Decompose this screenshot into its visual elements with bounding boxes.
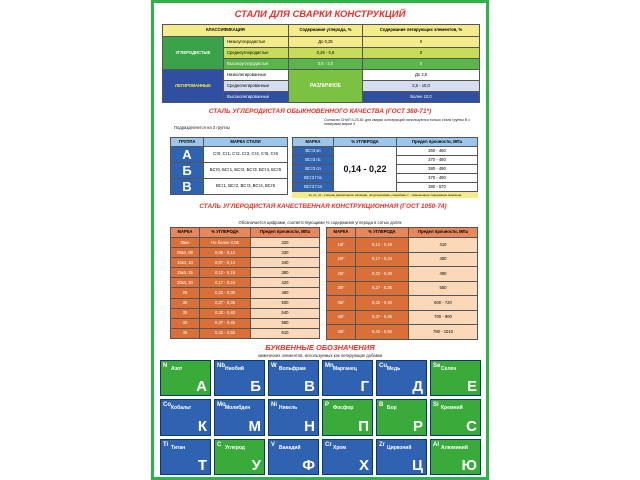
element-letter: Е (466, 378, 477, 396)
cell: 780 - 1010 (409, 325, 478, 340)
table-quality-right (326, 227, 478, 340)
element-cell (376, 399, 427, 435)
element-letter: А (196, 378, 207, 396)
element-cell (214, 360, 265, 396)
cell: 0,37 - 0,45 (356, 310, 409, 325)
element-letter: В (304, 378, 315, 396)
element-symbol: Ti (163, 441, 169, 448)
cell: 0,05 - 0,12 (200, 248, 251, 258)
cell: 0,32 - 0,40 (356, 296, 409, 311)
cell: 05кп (171, 238, 200, 248)
title-ordinary-quality: СТАЛЬ УГЛЕРОДИСТАЯ ОБЫКНОВЕННОГО КАЧЕСТВА (ГОСТ 380-71*) (208, 108, 432, 115)
table-vst3 (292, 137, 478, 192)
element-symbol: Al (433, 441, 439, 448)
cell: 08кп, 08 (171, 248, 200, 258)
element-letter: Ц (412, 456, 423, 474)
cell: ВСт3 Гпс (293, 174, 334, 183)
element-cell (322, 439, 373, 475)
cell: 370 - 480 (397, 156, 478, 165)
th-alloy: Содержание легирующих элементов, % (363, 25, 480, 37)
cell: 0,07 - 0,14 (200, 258, 251, 268)
element-cell (322, 399, 373, 435)
element-cell (376, 360, 427, 396)
table-quality-left (170, 227, 320, 339)
element-symbol: Se (433, 363, 441, 369)
cell: Среднелегированные (224, 81, 289, 92)
element-symbol: P (325, 402, 330, 409)
element-letter: Ф (302, 456, 315, 474)
cell: ВСт3 Гсп (293, 183, 334, 192)
element-symbol: Cr (325, 441, 332, 448)
element-letter: Р (412, 417, 423, 435)
title-welding-steels: СТАЛИ ДЛЯ СВАРКИ КОНСТРУКЦИЙ (234, 9, 406, 20)
element-name: Ниобий (225, 366, 244, 372)
cell: 30Г (327, 281, 356, 296)
cell: 330 (251, 248, 320, 258)
cell: 10кп, 10 (171, 258, 200, 268)
cell: Среднеуглеродистые (224, 48, 289, 59)
element-name: Никель (279, 405, 298, 412)
element-letter: М (248, 417, 261, 435)
cell-carbon-range: 0,14 - 0,22 (334, 147, 397, 192)
group-letter-v: В (171, 179, 204, 195)
element-letter: К (197, 417, 207, 435)
element-name: Кобальт (171, 405, 192, 412)
element-symbol: V (271, 441, 276, 448)
element-letter: С (466, 417, 477, 435)
cell: Низколегированные (224, 70, 289, 81)
th-strength: Предел прочности, МПа (397, 138, 478, 147)
cell: 550 (409, 281, 478, 296)
cell: 35Г (327, 296, 356, 311)
cell: БСт0, БСт1, БСт2, БСт3, БСт4, БСт5 (204, 163, 288, 179)
element-symbol: B (379, 402, 384, 409)
sub-snip: Согласно СНиП II-23-81 для сварки конструкций используются только стали группы В с номерами марки 3 (324, 118, 471, 127)
cell: ВСт3 кп (293, 147, 334, 156)
element-name: Азот (171, 366, 183, 372)
element-name: Ванадий (279, 444, 301, 451)
element-name: Молибден (225, 405, 251, 412)
cell: 15Г (327, 238, 356, 253)
th-mark: МАРКА (293, 138, 334, 147)
cell: Ст0, Ст1, Ст2, Ст3, Ст4, Ст5, Ст6 (204, 147, 288, 163)
cell: 2,5 - 10,0 (363, 81, 480, 92)
cell: 0,22 - 0,30 (200, 288, 251, 298)
cell: Высоколегированные (224, 92, 289, 103)
element-name: Медь (387, 366, 401, 372)
element-cell (160, 399, 211, 435)
th-carbon-pct: % УГЛЕРОДА (356, 228, 409, 238)
element-name: Кремний (441, 405, 463, 412)
th-strength: Предел прочности, МПа (251, 228, 320, 238)
element-symbol: Ni (271, 402, 277, 409)
element-name: Марганец (333, 366, 357, 372)
cell: 320 (251, 238, 320, 248)
group-letter-a: А (171, 147, 204, 163)
cell: 380 - 490 (397, 165, 478, 174)
element-symbol: N (163, 363, 168, 369)
element-letter: Т (197, 456, 207, 474)
th-carbon: Содержание углерода, % (288, 25, 362, 37)
cell: 15кп, 15 (171, 268, 200, 278)
th-carbon-pct: % УГЛЕРОДА (334, 138, 397, 147)
element-name: Цирконий (387, 444, 412, 451)
cell: 490 (409, 267, 478, 282)
element-cell (376, 439, 427, 475)
element-symbol: Mo (217, 402, 226, 409)
element-cell (160, 360, 211, 396)
th-strength: Предел прочности, МПа (409, 228, 478, 238)
element-cell (268, 439, 319, 475)
cell: ВСт1, ВСт2, ВСт3, ВСт4, ВСт5 (204, 179, 288, 195)
element-letter: Х (358, 456, 369, 474)
poster (151, 0, 489, 480)
cell: 410 (409, 238, 478, 253)
element-name: Вольфрам (279, 366, 306, 372)
cell: 0,25 - 0,6 (288, 48, 362, 59)
element-symbol: Nb (217, 363, 225, 369)
th-carbon-pct: % УГЛЕРОДА (200, 228, 251, 238)
table-groups (170, 137, 288, 195)
cell: 20кп, 20 (171, 278, 200, 288)
element-letter: Д (412, 378, 423, 396)
cell: 380 - 570 (397, 183, 478, 192)
element-symbol: W (271, 363, 277, 369)
element-name: Фосфор (333, 405, 354, 412)
cell: 420 (251, 278, 320, 288)
cell: 580 (251, 318, 320, 328)
sub-digits: Обозначается цифрами, соответствующими % содержания углерода в сотых долях (238, 220, 402, 225)
th-mark: МАРКА (171, 228, 200, 238)
cell: 0 (363, 37, 480, 48)
element-symbol: Cu (379, 363, 387, 369)
element-symbol: Co (163, 402, 171, 409)
cell: 0 (363, 48, 480, 59)
cell: Более 10,0 (363, 92, 480, 103)
cell: ВСт3 пс (293, 156, 334, 165)
element-letter: П (358, 417, 369, 435)
th-group: ГРУППА (171, 138, 204, 147)
table-classification (162, 24, 480, 103)
element-letter: Ю (461, 456, 477, 474)
element-cell (160, 439, 211, 475)
element-letter: Н (304, 417, 315, 435)
cell: 600 - 720 (409, 296, 478, 311)
cell: 0,32 - 0,40 (200, 308, 251, 318)
group-alloy-steels: ЛЕГИРОВАННЫЕ (163, 70, 224, 103)
element-cell (268, 360, 319, 396)
cell: 460 (251, 288, 320, 298)
cell: 0,12 - 0,19 (356, 238, 409, 253)
cell: 340 (251, 258, 320, 268)
element-name: Бор (387, 405, 397, 412)
cell: 40 (171, 318, 200, 328)
element-cell (430, 399, 481, 435)
cell: 35 (171, 308, 200, 318)
cell: 30 (171, 298, 200, 308)
cell: До 0,25 (288, 37, 362, 48)
element-letter: Г (360, 378, 369, 396)
element-name: Селен (441, 366, 457, 372)
element-name: Титан (171, 444, 186, 451)
sub-three-groups: Подразделяется на 3 группы (174, 125, 230, 130)
cell: 40Г (327, 310, 356, 325)
element-cell (430, 439, 481, 475)
cell: 500 (251, 298, 320, 308)
cell: 370 - 490 (397, 174, 478, 183)
cell: 0,12 - 0,19 (200, 268, 251, 278)
cell: До 2,5 (363, 70, 480, 81)
element-letter: У (251, 456, 261, 474)
cell: Низкоуглеродистые (224, 37, 289, 48)
cell: ВСт3 сп (293, 165, 334, 174)
element-letter: Б (250, 378, 261, 396)
cell: 0,22 - 0,30 (356, 267, 409, 282)
cell: 0,17 - 0,24 (356, 252, 409, 267)
element-name: Алюминий (441, 444, 468, 451)
element-cell (322, 360, 373, 396)
element-cell (214, 399, 265, 435)
element-symbol: Si (433, 402, 439, 409)
cell: 20Г (327, 252, 356, 267)
cell: 0,42 - 0,50 (200, 328, 251, 338)
cell: 450 (409, 252, 478, 267)
title-letter-codes: БУКВЕННЫЕ ОБОЗНАЧЕНИЯ (265, 343, 375, 352)
group-letter-b: Б (171, 163, 204, 179)
element-grid (160, 360, 481, 475)
cell: 25 (171, 288, 200, 298)
cell-carbon-various: РАЗЛИЧНОЕ (288, 70, 362, 103)
cell: 0,37 - 0,45 (200, 318, 251, 328)
element-cell (430, 360, 481, 396)
cell: 45 (171, 328, 200, 338)
note-deoxidation: кп, пс, сп - степень раскисления: кипящая, полуспокойная, спокойная; Г - повышенное содержание марганца (292, 192, 478, 198)
element-symbol: Zr (379, 441, 385, 448)
sub-alloying: химических элементов, используемых как легирующие добавки (257, 353, 383, 358)
cell: 610 (251, 328, 320, 338)
cell: 25Г (327, 267, 356, 282)
cell: 0,27 - 0,35 (200, 298, 251, 308)
cell: 0,42 - 0,50 (356, 325, 409, 340)
cell: 0,6 - 2,0 (288, 59, 362, 70)
cell: Не более 0,06 (200, 238, 251, 248)
th-mark: МАРКА (327, 228, 356, 238)
cell: 380 (251, 268, 320, 278)
cell: Высокоуглеродистые (224, 59, 289, 70)
element-symbol: Mn (325, 363, 334, 369)
th-steel-mark: МАРКА СТАЛИ (204, 138, 288, 147)
cell: 0,27 - 0,35 (356, 281, 409, 296)
title-quality-structural: СТАЛЬ УГЛЕРОДИСТАЯ КАЧЕСТВЕННАЯ КОНСТРУКЦИОННАЯ (ГОСТ 1050-74) (199, 203, 447, 210)
element-name: Углерод (225, 444, 245, 451)
element-symbol: C (217, 441, 222, 448)
cell: 360 - 460 (397, 147, 478, 156)
group-carbon-steels: УГЛЕРОДИСТЫЕ (163, 37, 224, 70)
th-classification: КЛАССИФИКАЦИЯ (163, 25, 289, 37)
cell: 45Г (327, 325, 356, 340)
cell: 700 - 900 (409, 310, 478, 325)
element-name: Хром (333, 444, 347, 451)
element-cell (214, 439, 265, 475)
element-cell (268, 399, 319, 435)
cell: 540 (251, 308, 320, 318)
cell: 0 (363, 59, 480, 70)
cell: 0,17 - 0,24 (200, 278, 251, 288)
